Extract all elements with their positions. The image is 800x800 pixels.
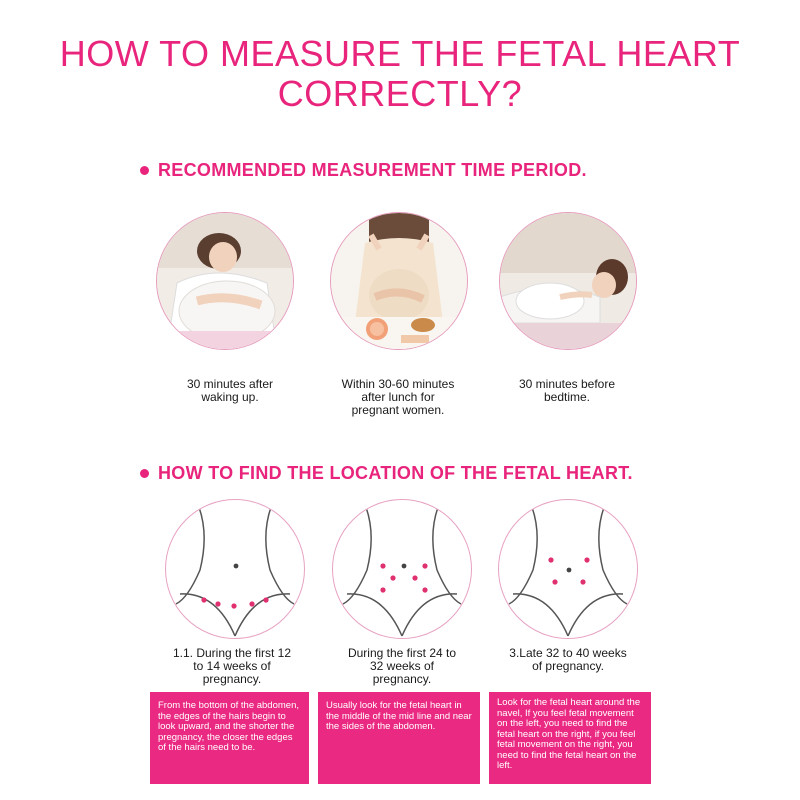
bullet-dot bbox=[140, 469, 149, 478]
bullet-dot bbox=[140, 166, 149, 175]
heart-position-dot bbox=[584, 557, 589, 562]
caption-bedtime: 30 minutes before bedtime. bbox=[518, 377, 616, 404]
heart-position-dot bbox=[422, 587, 427, 592]
description-box-mid bbox=[318, 692, 480, 784]
section-heading-time-label: RECOMMENDED MEASUREMENT TIME PERIOD. bbox=[158, 160, 587, 180]
diagram-early-pregnancy bbox=[165, 499, 305, 639]
navel-dot bbox=[234, 564, 239, 569]
caption-late-pregnancy: 3.Late 32 to 40 weeks of pregnancy. bbox=[509, 646, 627, 673]
heart-position-dot bbox=[215, 601, 220, 606]
caption-waking-up: 30 minutes after waking up. bbox=[186, 377, 274, 404]
description-box-early bbox=[150, 692, 309, 784]
heart-position-dot bbox=[390, 575, 395, 580]
heart-position-dot bbox=[422, 563, 427, 568]
caption-mid-pregnancy: During the first 24 to 32 weeks of pregnancy. bbox=[347, 646, 457, 686]
description-early: From the bottom of the abdomen, the edges of the hairs begin to look upward, and the shorter the pregnancy, the closer the edges of the hairs need to be. bbox=[158, 700, 299, 753]
photo-waking-up bbox=[156, 212, 294, 350]
caption-early-pregnancy: 1.1. During the first 12 to 14 weeks of pregnancy. bbox=[172, 646, 292, 686]
description-mid: Usually look for the fetal heart in the middle of the mid line and near the sides of the abdomen. bbox=[326, 700, 472, 732]
heart-position-dot bbox=[412, 575, 417, 580]
diagram-mid-pregnancy bbox=[332, 499, 472, 639]
photo-bedtime bbox=[499, 212, 637, 350]
description-box-late bbox=[489, 692, 651, 784]
page-title: HOW TO MEASURE THE FETAL HEART CORRECTLY? bbox=[59, 33, 741, 114]
heart-position-dot bbox=[548, 557, 553, 562]
heart-position-dot bbox=[263, 597, 268, 602]
navel-dot bbox=[567, 568, 572, 573]
heart-position-dot bbox=[380, 563, 385, 568]
description-late: Look for the fetal heart around the navel, If you feel fetal movement on the left, you need to find the fetal heart on the right, if you feel fetal movement on the right, you need to find the fetal heart on the left. bbox=[497, 697, 641, 771]
section-heading-location bbox=[140, 463, 633, 484]
navel-dot bbox=[402, 564, 407, 569]
heart-position-dot bbox=[201, 597, 206, 602]
section-heading-time bbox=[140, 160, 587, 181]
heart-position-dot bbox=[580, 579, 585, 584]
section-heading-location-label: HOW TO FIND THE LOCATION OF THE FETAL HEART. bbox=[158, 463, 633, 483]
diagram-late-pregnancy bbox=[498, 499, 638, 639]
caption-lunch: Within 30-60 minutes after lunch for pregnant women. bbox=[341, 377, 455, 417]
heart-position-dot bbox=[249, 601, 254, 606]
heart-position-dot bbox=[231, 603, 236, 608]
photo-lunch bbox=[330, 212, 468, 350]
heart-position-dot bbox=[380, 587, 385, 592]
heart-position-dot bbox=[552, 579, 557, 584]
